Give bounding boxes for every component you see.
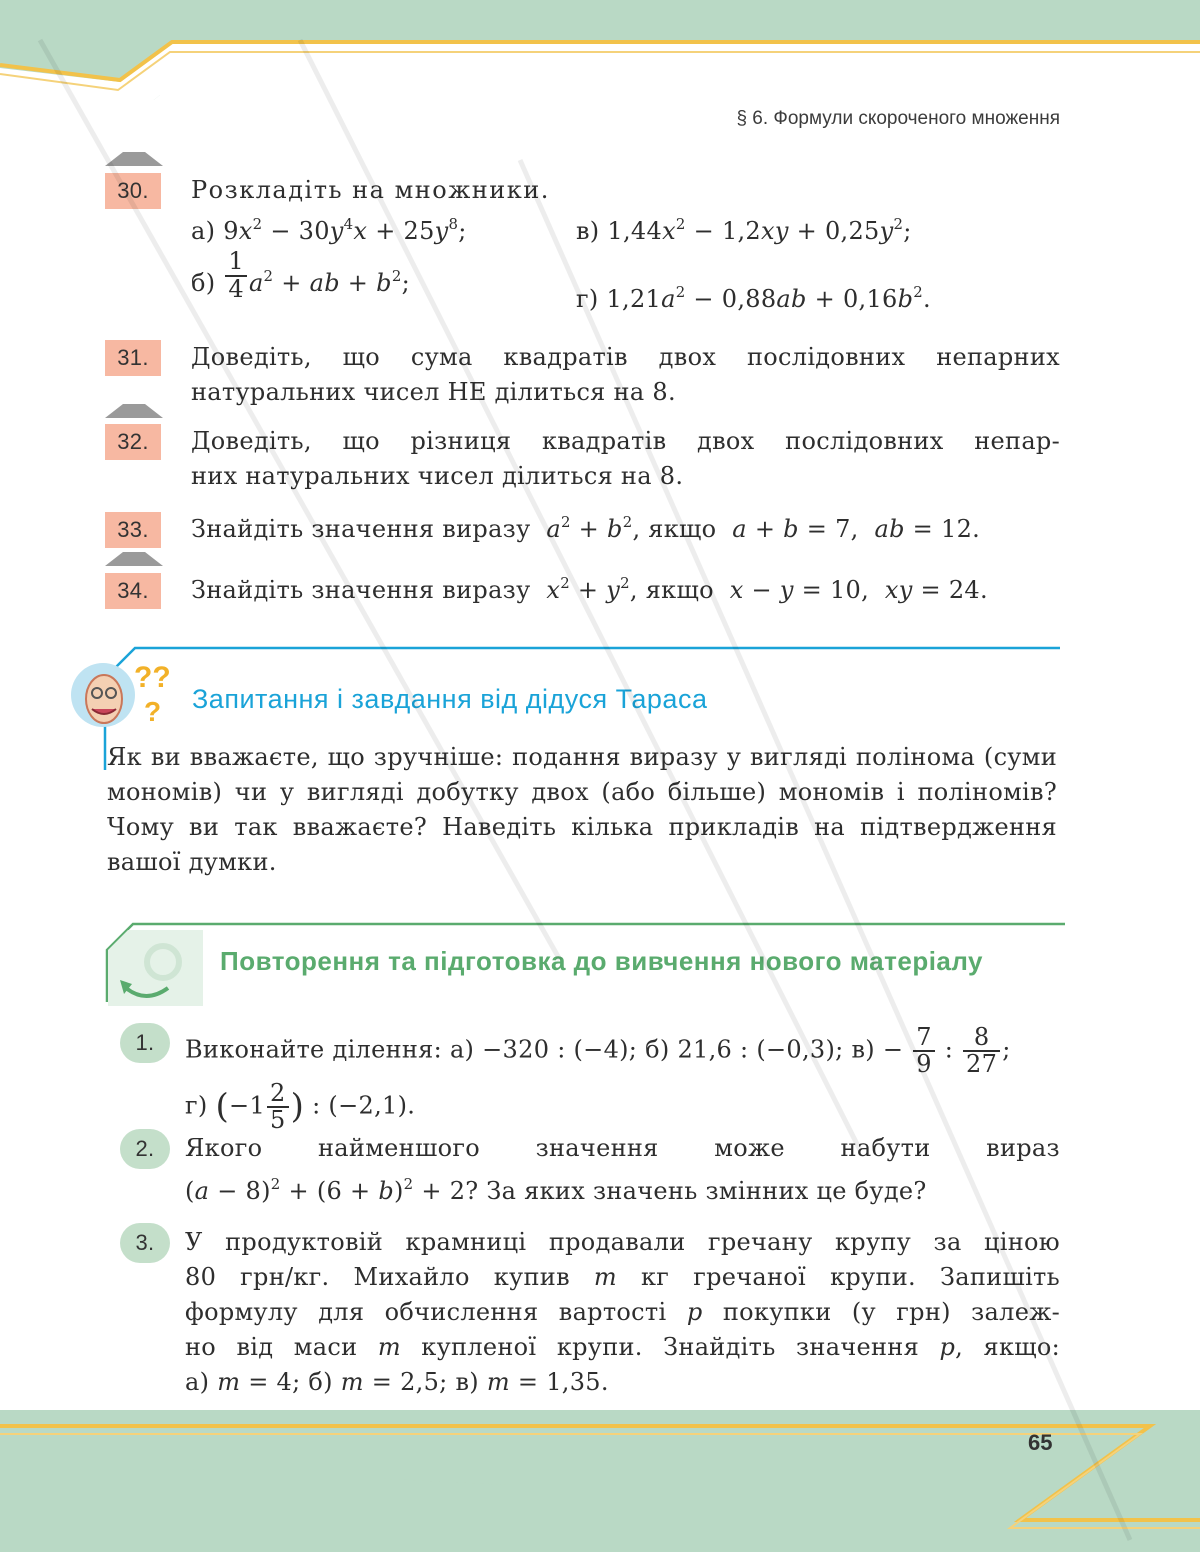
option-a: а) $9x^2 - 30y^4x + 25y^8$; bbox=[191, 214, 467, 245]
exercise-number: 31. bbox=[105, 340, 161, 376]
svg-text:?: ? bbox=[144, 696, 162, 727]
exercise-number: 30. bbox=[105, 173, 161, 209]
review-item-number: 1. bbox=[120, 1023, 170, 1063]
exercise-number: 32. bbox=[105, 424, 161, 460]
exercise-30 bbox=[105, 173, 1060, 336]
review-item-number: 2. bbox=[120, 1129, 170, 1169]
exercise-text-line1: Доведіть, що різниця квадратів двох послідовних непар- bbox=[191, 427, 1060, 455]
difficulty-roof-icon bbox=[105, 152, 163, 166]
review-cycle-icon bbox=[108, 928, 203, 1006]
running-head: § 6. Формули скороченого множення bbox=[736, 108, 1060, 129]
difficulty-roof-icon bbox=[105, 404, 163, 418]
page-number: 65 bbox=[1028, 1430, 1053, 1455]
review-section-title: Повторення та підготовка до вивчення нового матеріалу bbox=[220, 946, 984, 976]
grandpa-section-title: Запитання і завдання від дідуся Тараса bbox=[192, 684, 708, 714]
option-g: г) $1,21a^2 - 0,88ab + 0,16b^2$. bbox=[576, 282, 931, 313]
option-b: б) $\frac{1}{4}$ $a^2$ + ab + $b^2$; bbox=[191, 247, 410, 303]
review-item-number: 3. bbox=[120, 1223, 170, 1263]
option-v: в) $1,44x^2 - 1,2xy + 0,25y^2$; bbox=[576, 214, 912, 245]
exercise-text-line2: натуральних чисел НЕ ділиться на 8. bbox=[191, 378, 676, 406]
exercise-32 bbox=[105, 424, 1060, 494]
exercise-text: Розкладіть на множники. bbox=[191, 176, 550, 204]
grandpa-question: Як ви вважаєте, що зручніше: подання виразу у вигляді полінома (суми мономів) чи у вигляді добутку двох (або більше) мономів і поліномів? Чому ви так вважаєте? Наведіть кілька прикладів на підтвердження вашої думки. bbox=[107, 743, 1057, 876]
exercise-33: 33. Знайдіть значення виразу $a^2 + b^2$, якщо a + b = 7, ab = 12. bbox=[105, 512, 1060, 550]
exercise-31 bbox=[105, 340, 1060, 410]
exercise-text-line1: Доведіть, що сума квадратів двох послідовних непарних bbox=[191, 343, 1060, 371]
review-item-2: 2. Якого найменшого значення може набути вираз $(a - 8)^2 + (6 + b)^2 + 2$? За яких значень змінних це буде? bbox=[120, 1131, 1060, 1212]
exercise-number: 33. bbox=[105, 512, 161, 548]
exercise-text-line2: них натуральних чисел ділиться на 8. bbox=[191, 462, 684, 490]
difficulty-roof-icon bbox=[105, 552, 163, 566]
exercise-34: 34. Знайдіть значення виразу $x^2 + y^2$, якщо x − y = 10, xy = 24. bbox=[105, 573, 1060, 611]
exercise-number: 34. bbox=[105, 573, 161, 609]
grandpa-avatar-icon bbox=[68, 655, 178, 735]
review-item-3: 3. У продуктовій крамниці продавали гречану крупу за ціною 80 грн/кг. Михайло купив m кг гречаної крупи. Запишіть формулу для обчислення вартості p покупки (у грн) залеж- но від маси m купленої крупи. Знайдіть значення p, якщо: а) m = 4; б) m = 2,5; в) m = 1,35. bbox=[120, 1225, 1060, 1400]
svg-text:??: ?? bbox=[134, 661, 171, 694]
footer-band bbox=[0, 1410, 1200, 1552]
review-item-1: 1. Виконайте ділення: а) −320 : (−4); б) 21,6 : (−0,3); в) − $\frac{7}{9}$ : $\frac{8}{27}$ ; г) (−1 $\frac{2}{5}$ ) : (−2,1). bbox=[120, 1025, 1060, 1139]
